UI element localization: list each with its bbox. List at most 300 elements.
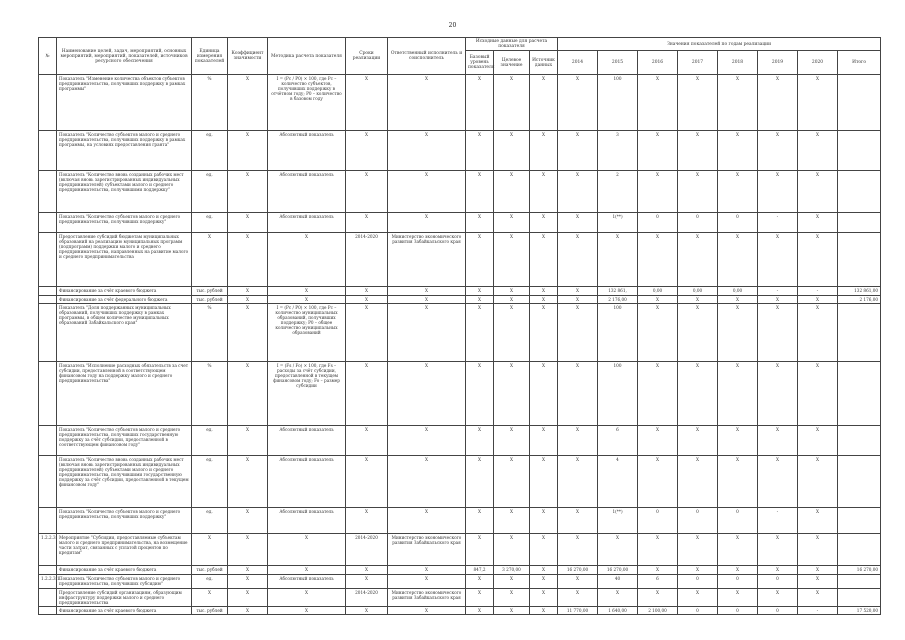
- row-source: Х: [530, 575, 558, 589]
- row-year-value: Х: [798, 304, 838, 362]
- table-row: [39, 426, 881, 456]
- row-base-year: Х: [466, 304, 494, 362]
- row-unit: Х: [192, 589, 228, 607]
- row-weight: Х: [228, 233, 268, 287]
- row-year-value: Х: [638, 75, 678, 131]
- row-weight: Х: [228, 566, 268, 575]
- row-number: [39, 426, 57, 456]
- header-total: Итого: [838, 51, 881, 75]
- row-name: Показатель "Количество вновь созданных рабочих мест (включая вновь зарегистрированных индивидуальных предпринимателей) субъектами малого и среднего предпринимательства, получившими государственную поддержку за счёт субсидии, предоставленной в текущем финансовом году": [57, 456, 192, 508]
- row-year-value: Х: [798, 213, 838, 233]
- row-base-year: Х: [466, 607, 494, 615]
- row-name: Предоставление субсидий бюджетам муниципальных образований на реализацию муниципальных программ (подпрограмм) поддержки малого и среднего предпринимательства, направленных на развитие малого и среднего предпринимательства: [57, 233, 192, 287]
- row-source: Х: [530, 426, 558, 456]
- row-year-value: 0: [718, 213, 758, 233]
- row-target: Х: [494, 589, 530, 607]
- row-target: Х: [494, 131, 530, 171]
- row-method: I = (Pc / P0) × 100, где Pc – количество субъектов, получивших поддержку в отчётном году; P0 – количество в базовом году: [268, 75, 346, 131]
- row-name: Финансирование за счёт краевого бюджета: [57, 566, 192, 575]
- header-name: Наименование целей, задач, мероприятий, основных мероприятий, мероприятий, показателей, источников ресурсного обеспечения: [57, 38, 192, 75]
- row-executor: Х: [388, 287, 466, 296]
- row-year-value: 0: [678, 508, 718, 534]
- row-target: Х: [494, 456, 530, 508]
- row-year-value: Х: [638, 296, 678, 304]
- row-method: Абсолютный показатель: [268, 171, 346, 213]
- row-year-value: Х: [798, 362, 838, 426]
- row-base-year: Х: [466, 296, 494, 304]
- row-year-value: Х: [558, 304, 598, 362]
- row-year-value: Х: [678, 362, 718, 426]
- row-year-value: Х: [718, 171, 758, 213]
- row-name: Показатель "Количество субъектов малого и среднего предпринимательства, получивших поддержку": [57, 213, 192, 233]
- row-number: 1.2.2.3.1.: [39, 575, 57, 589]
- row-method: Абсолютный показатель: [268, 575, 346, 589]
- row-method: Абсолютный показатель: [268, 456, 346, 508]
- row-base-year: Х: [466, 426, 494, 456]
- row-name: Показатель "Доля поддержанных муниципальных образований, получивших поддержку в рамках программы, в общем количестве муниципальных образований Забайкальского края": [57, 304, 192, 362]
- row-weight: Х: [228, 131, 268, 171]
- row-source: Х: [530, 304, 558, 362]
- header-year: 2016: [638, 51, 678, 75]
- row-method: Абсолютный показатель: [268, 213, 346, 233]
- row-base-year: Х: [466, 233, 494, 287]
- row-year-value: 2: [598, 171, 638, 213]
- row-name: Показатель "Исполнение расходных обязательств за счет субсидии, предоставленной в соответствующем финансовом году на поддержку малого и среднего предпринимательства": [57, 362, 192, 426]
- row-year-value: Х: [558, 296, 598, 304]
- table-row: [39, 607, 881, 615]
- row-base-year: Х: [466, 131, 494, 171]
- row-year-value: Х: [758, 456, 798, 508]
- row-year-value: -: [798, 607, 838, 615]
- header-target: Целевое значение: [494, 51, 530, 75]
- row-period: Х: [346, 75, 388, 131]
- row-year-value: Х: [558, 456, 598, 508]
- table-row: [39, 171, 881, 213]
- row-number: [39, 508, 57, 534]
- row-unit: ед.: [192, 171, 228, 213]
- row-source: Х: [530, 566, 558, 575]
- page-number: 20: [448, 22, 457, 29]
- row-period: Х: [346, 296, 388, 304]
- row-number: [39, 304, 57, 362]
- row-year-value: Х: [758, 75, 798, 131]
- row-name: Показатель "Изменение количества объектов субъектов предпринимательства, получивших поддержку в рамках программы": [57, 75, 192, 131]
- row-target: Х: [494, 362, 530, 426]
- row-period: Х: [346, 508, 388, 534]
- row-executor: Х: [388, 566, 466, 575]
- row-year-value: Х: [598, 589, 638, 607]
- row-total: [838, 233, 881, 287]
- row-year-value: -: [758, 508, 798, 534]
- row-period: Х: [346, 575, 388, 589]
- row-base-year: Х: [466, 362, 494, 426]
- row-number: [39, 607, 57, 615]
- row-name: Показатель "Количество субъектов малого и среднего предпринимательства, получивших субсидию": [57, 575, 192, 589]
- row-total: 17 520,00: [838, 607, 881, 615]
- row-year-value: Х: [758, 304, 798, 362]
- row-period: Х: [346, 426, 388, 456]
- row-target: Х: [494, 296, 530, 304]
- row-year-value: 0: [758, 575, 798, 589]
- row-year-value: 16 270,00: [598, 566, 638, 575]
- row-name: Показатель "Количество субъектов малого и среднего предпринимательства, получивших поддержку в рамках программы, на условиях предоставления гранта": [57, 131, 192, 171]
- row-year-value: Х: [678, 456, 718, 508]
- row-number: [39, 75, 57, 131]
- row-name: Финансирование за счёт краевого бюджета: [57, 607, 192, 615]
- row-year-value: 0: [638, 213, 678, 233]
- row-weight: Х: [228, 287, 268, 296]
- row-executor: Х: [388, 131, 466, 171]
- row-year-value: Х: [718, 233, 758, 287]
- row-year-value: 0,00: [638, 287, 678, 296]
- row-target: Х: [494, 75, 530, 131]
- row-year-value: Х: [598, 534, 638, 566]
- row-source: Х: [530, 131, 558, 171]
- table-row: [39, 75, 881, 131]
- row-method: Х: [268, 296, 346, 304]
- row-period: Х: [346, 131, 388, 171]
- row-unit: ед.: [192, 213, 228, 233]
- row-name: Показатель "Количество вновь созданных рабочих мест (включая вновь зарегистрированных индивидуальных предпринимателей) субъектами малого и среднего предпринимательства, получившими поддержку": [57, 171, 192, 213]
- row-period: 2014-2020: [346, 534, 388, 566]
- header-base-year: Базовый уровень показателя: [466, 51, 494, 75]
- row-target: Х: [494, 575, 530, 589]
- row-target: Х: [494, 287, 530, 296]
- row-weight: Х: [228, 534, 268, 566]
- row-number: [39, 171, 57, 213]
- row-year-value: Х: [678, 534, 718, 566]
- row-year-value: Х: [798, 233, 838, 287]
- row-year-value: Х: [758, 296, 798, 304]
- header-executor: Ответственный исполнитель и соисполнитель: [388, 38, 466, 75]
- table-row: [39, 131, 881, 171]
- row-year-value: Х: [678, 566, 718, 575]
- row-year-value: Х: [558, 426, 598, 456]
- row-unit: %: [192, 75, 228, 131]
- row-executor: Х: [388, 426, 466, 456]
- row-year-value: Х: [558, 171, 598, 213]
- row-year-value: Х: [558, 589, 598, 607]
- header-year: 2014: [558, 51, 598, 75]
- row-name: Показатель "Количество субъектов малого и среднего предпринимательства, получивших государственную поддержку за счёт субсидии, предоставленной в соответствующем финансовом году": [57, 426, 192, 456]
- row-period: Х: [346, 213, 388, 233]
- row-year-value: 6: [638, 575, 678, 589]
- row-executor: Х: [388, 304, 466, 362]
- row-weight: Х: [228, 362, 268, 426]
- row-unit: ед.: [192, 131, 228, 171]
- row-year-value: Х: [558, 213, 598, 233]
- row-executor: Х: [388, 508, 466, 534]
- row-base-year: 847,2: [466, 566, 494, 575]
- row-base-year: Х: [466, 508, 494, 534]
- row-period: Х: [346, 287, 388, 296]
- header-num: №: [39, 38, 57, 75]
- row-base-year: Х: [466, 575, 494, 589]
- row-year-value: 1(**): [598, 213, 638, 233]
- table-row: [39, 213, 881, 233]
- row-target: Х: [494, 426, 530, 456]
- row-year-value: Х: [718, 131, 758, 171]
- row-unit: ед.: [192, 456, 228, 508]
- row-year-value: Х: [758, 566, 798, 575]
- row-source: Х: [530, 534, 558, 566]
- row-weight: Х: [228, 213, 268, 233]
- row-name: Финансирование за счёт федерального бюджета: [57, 296, 192, 304]
- row-period: Х: [346, 171, 388, 213]
- row-weight: Х: [228, 304, 268, 362]
- row-year-value: Х: [678, 171, 718, 213]
- table-row: [39, 362, 881, 426]
- row-total: [838, 575, 881, 589]
- row-year-value: 0: [678, 213, 718, 233]
- row-source: Х: [530, 233, 558, 287]
- row-method: Х: [268, 287, 346, 296]
- row-method: Абсолютный показатель: [268, 131, 346, 171]
- row-executor: Х: [388, 607, 466, 615]
- row-total: [838, 213, 881, 233]
- table-body: [39, 75, 881, 615]
- row-year-value: Х: [678, 304, 718, 362]
- row-year-value: Х: [798, 508, 838, 534]
- row-total: [838, 304, 881, 362]
- row-year-value: -: [798, 287, 838, 296]
- header-period: Сроки реализации: [346, 38, 388, 75]
- row-total: [838, 362, 881, 426]
- row-year-value: Х: [718, 566, 758, 575]
- row-period: Х: [346, 607, 388, 615]
- row-year-value: Х: [678, 589, 718, 607]
- row-base-year: Х: [466, 589, 494, 607]
- row-year-value: Х: [638, 362, 678, 426]
- row-year-value: 0: [718, 575, 758, 589]
- row-method: Абсолютный показатель: [268, 426, 346, 456]
- row-year-value: Х: [718, 75, 758, 131]
- row-unit: тыс. рублей: [192, 566, 228, 575]
- row-year-value: Х: [798, 171, 838, 213]
- row-source: Х: [530, 607, 558, 615]
- table-row: [39, 508, 881, 534]
- row-weight: Х: [228, 171, 268, 213]
- row-method: Х: [268, 233, 346, 287]
- row-unit: %: [192, 362, 228, 426]
- row-total: [838, 75, 881, 131]
- row-number: [39, 456, 57, 508]
- row-year-value: Х: [798, 296, 838, 304]
- row-weight: Х: [228, 296, 268, 304]
- row-year-value: Х: [758, 233, 798, 287]
- row-year-value: 11 770,00: [558, 607, 598, 615]
- row-executor: Х: [388, 75, 466, 131]
- row-year-value: Х: [678, 233, 718, 287]
- row-base-year: Х: [466, 75, 494, 131]
- program-indicators-table: [38, 37, 881, 615]
- header-group-years: Значения показателей по годам реализации: [558, 38, 881, 51]
- row-executor: Х: [388, 575, 466, 589]
- row-weight: Х: [228, 456, 268, 508]
- row-year-value: Х: [558, 131, 598, 171]
- row-year-value: 100: [598, 75, 638, 131]
- row-year-value: 1(**): [598, 508, 638, 534]
- row-total: 16 270,00: [838, 566, 881, 575]
- row-target: Х: [494, 304, 530, 362]
- row-period: Х: [346, 456, 388, 508]
- row-target: Х: [494, 508, 530, 534]
- row-year-value: Х: [558, 508, 598, 534]
- row-year-value: 2 176,00: [598, 296, 638, 304]
- row-year-value: 0,00: [718, 287, 758, 296]
- header-group-base: Исходные данные для расчета показателя: [466, 38, 558, 51]
- row-year-value: 132 861,: [598, 287, 638, 296]
- row-year-value: Х: [638, 566, 678, 575]
- row-executor: Министерство экономического развития Забайкальского края: [388, 534, 466, 566]
- row-number: [39, 362, 57, 426]
- row-year-value: 6: [598, 426, 638, 456]
- row-period: 2014-2020: [346, 589, 388, 607]
- row-unit: тыс. рублей: [192, 296, 228, 304]
- row-target: Х: [494, 233, 530, 287]
- row-base-year: Х: [466, 171, 494, 213]
- row-method: Х: [268, 589, 346, 607]
- row-number: [39, 296, 57, 304]
- row-year-value: Х: [558, 534, 598, 566]
- row-year-value: 0,00: [678, 287, 718, 296]
- table-row: [39, 575, 881, 589]
- row-year-value: Х: [678, 296, 718, 304]
- row-year-value: Х: [798, 456, 838, 508]
- row-total: [838, 456, 881, 508]
- row-year-value: Х: [758, 589, 798, 607]
- row-year-value: Х: [718, 456, 758, 508]
- row-unit: Х: [192, 233, 228, 287]
- row-year-value: Х: [638, 304, 678, 362]
- row-year-value: Х: [798, 589, 838, 607]
- row-number: 1.2.2.3.: [39, 534, 57, 566]
- row-executor: Х: [388, 296, 466, 304]
- row-total: [838, 171, 881, 213]
- row-year-value: Х: [718, 534, 758, 566]
- row-executor: Х: [388, 213, 466, 233]
- row-source: Х: [530, 508, 558, 534]
- table-row: [39, 534, 881, 566]
- row-executor: Х: [388, 171, 466, 213]
- row-period: Х: [346, 304, 388, 362]
- row-number: [39, 233, 57, 287]
- table-row: [39, 287, 881, 296]
- row-name: Предоставление субсидий организациям, образующим инфраструктуру поддержки малого и среднего предпринимательства: [57, 589, 192, 607]
- row-year-value: Х: [798, 75, 838, 131]
- row-unit: ед.: [192, 575, 228, 589]
- row-year-value: Х: [558, 233, 598, 287]
- row-weight: Х: [228, 426, 268, 456]
- header-year: 2018: [718, 51, 758, 75]
- table-row: [39, 304, 881, 362]
- row-year-value: Х: [758, 131, 798, 171]
- row-year-value: Х: [558, 287, 598, 296]
- header-method: Методика расчета показателя: [268, 38, 346, 75]
- row-year-value: Х: [718, 362, 758, 426]
- row-unit: Х: [192, 534, 228, 566]
- row-executor: Х: [388, 456, 466, 508]
- row-base-year: Х: [466, 287, 494, 296]
- row-source: Х: [530, 171, 558, 213]
- row-year-value: Х: [798, 575, 838, 589]
- row-year-value: 1 640,00: [598, 607, 638, 615]
- row-year-value: 0: [678, 575, 718, 589]
- row-year-value: Х: [638, 233, 678, 287]
- row-year-value: 0: [718, 508, 758, 534]
- row-source: Х: [530, 296, 558, 304]
- row-total: [838, 508, 881, 534]
- header-year: 2017: [678, 51, 718, 75]
- row-name: Финансирование за счёт краевого бюджета: [57, 287, 192, 296]
- header-year: 2015: [598, 51, 638, 75]
- row-year-value: Х: [638, 131, 678, 171]
- header-year: 2019: [758, 51, 798, 75]
- row-period: Х: [346, 362, 388, 426]
- row-method: Абсолютный показатель: [268, 508, 346, 534]
- row-total: 132 861,00: [838, 287, 881, 296]
- row-year-value: Х: [558, 362, 598, 426]
- row-year-value: Х: [758, 171, 798, 213]
- row-executor: Х: [388, 362, 466, 426]
- row-year-value: 3: [598, 131, 638, 171]
- row-total: 2 176,00: [838, 296, 881, 304]
- row-weight: Х: [228, 607, 268, 615]
- row-base-year: Х: [466, 213, 494, 233]
- row-target: Х: [494, 607, 530, 615]
- table-header: [39, 38, 881, 75]
- row-year-value: Х: [678, 75, 718, 131]
- table-row: [39, 456, 881, 508]
- row-year-value: Х: [798, 534, 838, 566]
- row-year-value: Х: [718, 304, 758, 362]
- row-year-value: Х: [718, 296, 758, 304]
- row-number: [39, 287, 57, 296]
- row-year-value: Х: [638, 534, 678, 566]
- header-year: 2020: [798, 51, 838, 75]
- row-number: [39, 131, 57, 171]
- row-target: Х: [494, 534, 530, 566]
- row-name: Показатель "Количество субъектов малого и среднего предпринимательства, получивших поддержку": [57, 508, 192, 534]
- row-source: Х: [530, 75, 558, 131]
- row-name: Мероприятие "Субсидии, предоставляемые субъектам малого и среднего предпринимательства, на возмещение части затрат, связанных с уплатой процентов по кредитам": [57, 534, 192, 566]
- row-year-value: Х: [798, 426, 838, 456]
- row-year-value: 40: [598, 575, 638, 589]
- row-number: [39, 566, 57, 575]
- row-target: 3 270,00: [494, 566, 530, 575]
- row-year-value: -: [758, 213, 798, 233]
- row-year-value: Х: [678, 131, 718, 171]
- row-year-value: Х: [758, 426, 798, 456]
- row-source: Х: [530, 287, 558, 296]
- row-year-value: 0: [678, 607, 718, 615]
- row-unit: ед.: [192, 426, 228, 456]
- row-year-value: Х: [798, 566, 838, 575]
- header-weight: Коэффициент значимости: [228, 38, 268, 75]
- row-total: [838, 589, 881, 607]
- header-unit: Единица измерения показателей: [192, 38, 228, 75]
- row-unit: тыс. рублей: [192, 607, 228, 615]
- row-year-value: Х: [758, 534, 798, 566]
- row-source: Х: [530, 589, 558, 607]
- table-row: [39, 233, 881, 287]
- row-year-value: 0: [758, 607, 798, 615]
- row-method: Х: [268, 566, 346, 575]
- row-period: Х: [346, 566, 388, 575]
- table-row: [39, 589, 881, 607]
- row-base-year: Х: [466, 456, 494, 508]
- table-row: [39, 566, 881, 575]
